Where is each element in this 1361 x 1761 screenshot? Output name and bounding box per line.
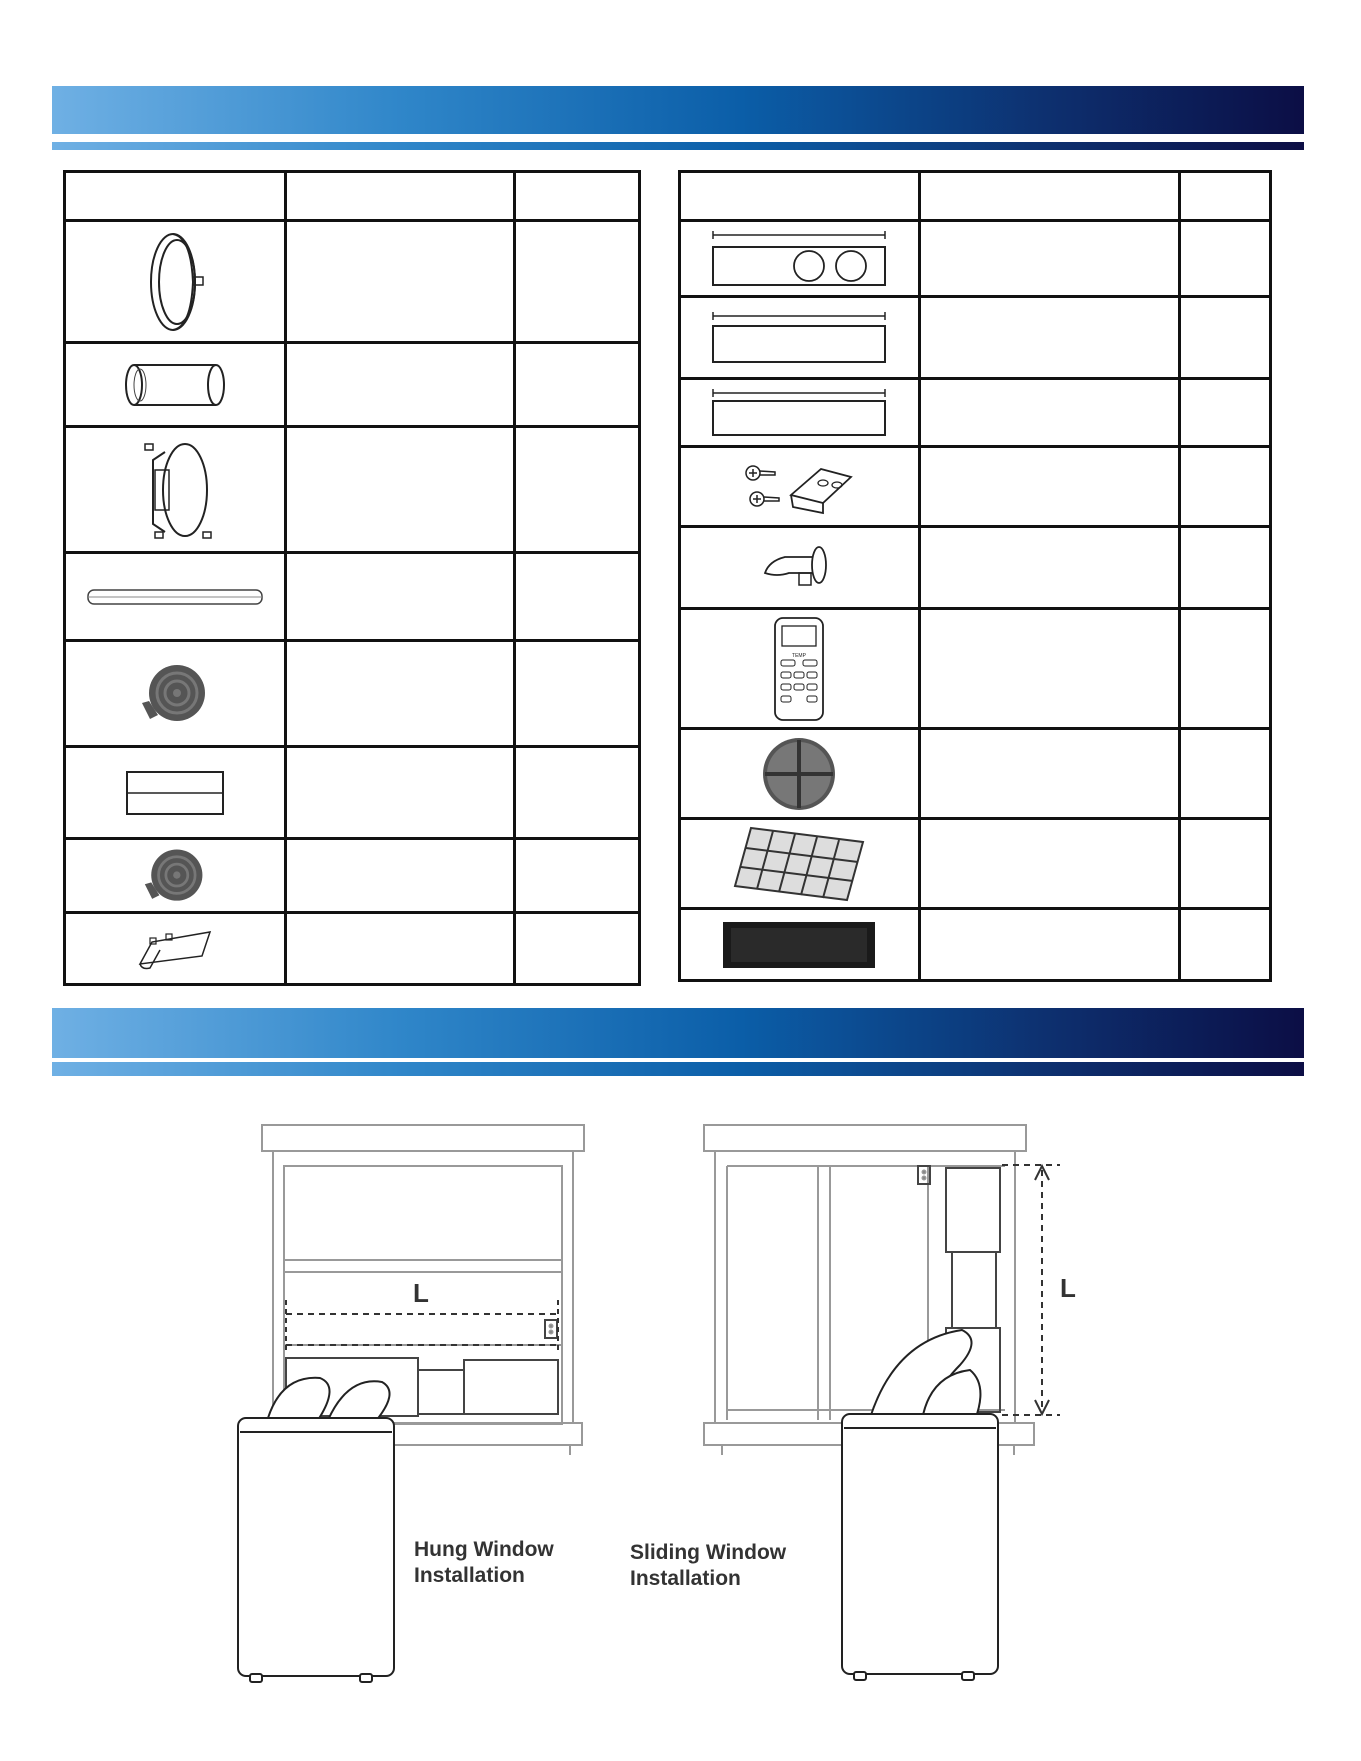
remote-control-icon [680, 609, 920, 729]
hung-dimension-label: L [413, 1278, 429, 1308]
table-row [680, 819, 1271, 909]
hung-caption-line1: Hung Window [414, 1538, 554, 1561]
foam-strip-icon [65, 747, 286, 839]
window-kit-panel-with-holes-icon [680, 221, 920, 297]
hung-window-caption [414, 1537, 554, 1589]
sliding-ac-unit [842, 1330, 998, 1680]
table-row [680, 221, 1271, 297]
table-row [65, 839, 640, 913]
drain-clip-icon [65, 913, 286, 985]
header-part [65, 172, 286, 221]
installation-banner [52, 1008, 1304, 1058]
accessories-banner-strip [52, 142, 1304, 150]
svg-text:TEMP: TEMP [792, 652, 807, 659]
table-row [65, 641, 640, 747]
installation-diagram [0, 1100, 1361, 1700]
air-filter-icon [680, 819, 920, 909]
header-name [919, 172, 1179, 221]
table-row [65, 553, 640, 641]
sliding-caption-line1: Sliding Window [630, 1541, 787, 1564]
table-row [680, 527, 1271, 609]
sliding-dimension-label: L [1060, 1273, 1076, 1303]
table-header-row [65, 172, 640, 221]
accessories-banner [52, 86, 1304, 134]
table-row [65, 747, 640, 839]
header-qty [514, 172, 639, 221]
table-row [65, 221, 640, 343]
table-row [680, 297, 1271, 379]
header-qty [1179, 172, 1270, 221]
table-row [680, 609, 1271, 729]
sliding-dimension [1002, 1165, 1060, 1415]
table-row [680, 909, 1271, 981]
table-row [65, 427, 640, 553]
sliding-window-caption [630, 1540, 786, 1592]
security-bracket-bar-icon [65, 553, 286, 641]
table-header-row [680, 172, 1271, 221]
round-filter-icon [680, 729, 920, 819]
window-kit-extension-panel-2-icon [680, 379, 920, 447]
header-name [285, 172, 514, 221]
right-parts-table [678, 170, 1272, 982]
sliding-caption-line2: Installation [630, 1567, 741, 1590]
carbon-filter-icon [680, 909, 920, 981]
screws-and-bracket-icon [680, 447, 920, 527]
table-row [65, 343, 640, 427]
table-row [680, 729, 1271, 819]
exhaust-hose-adapter-icon [65, 221, 286, 343]
window-slider-adapter-icon [65, 427, 286, 553]
window-kit-extension-panel-icon [680, 297, 920, 379]
sliding-window-diagram [704, 1125, 1034, 1455]
hung-ac-unit [238, 1378, 394, 1682]
table-row [680, 447, 1271, 527]
left-parts-table [63, 170, 641, 986]
table-row [65, 913, 640, 985]
table-row [680, 379, 1271, 447]
foam-seal-roll-icon [65, 641, 286, 747]
foam-seal-roll-small-icon [65, 839, 286, 913]
exhaust-hose-icon [65, 343, 286, 427]
hung-caption-line2: Installation [414, 1564, 525, 1587]
installation-banner-strip [52, 1062, 1304, 1076]
anchor-bolt-icon [680, 527, 920, 609]
header-part [680, 172, 920, 221]
